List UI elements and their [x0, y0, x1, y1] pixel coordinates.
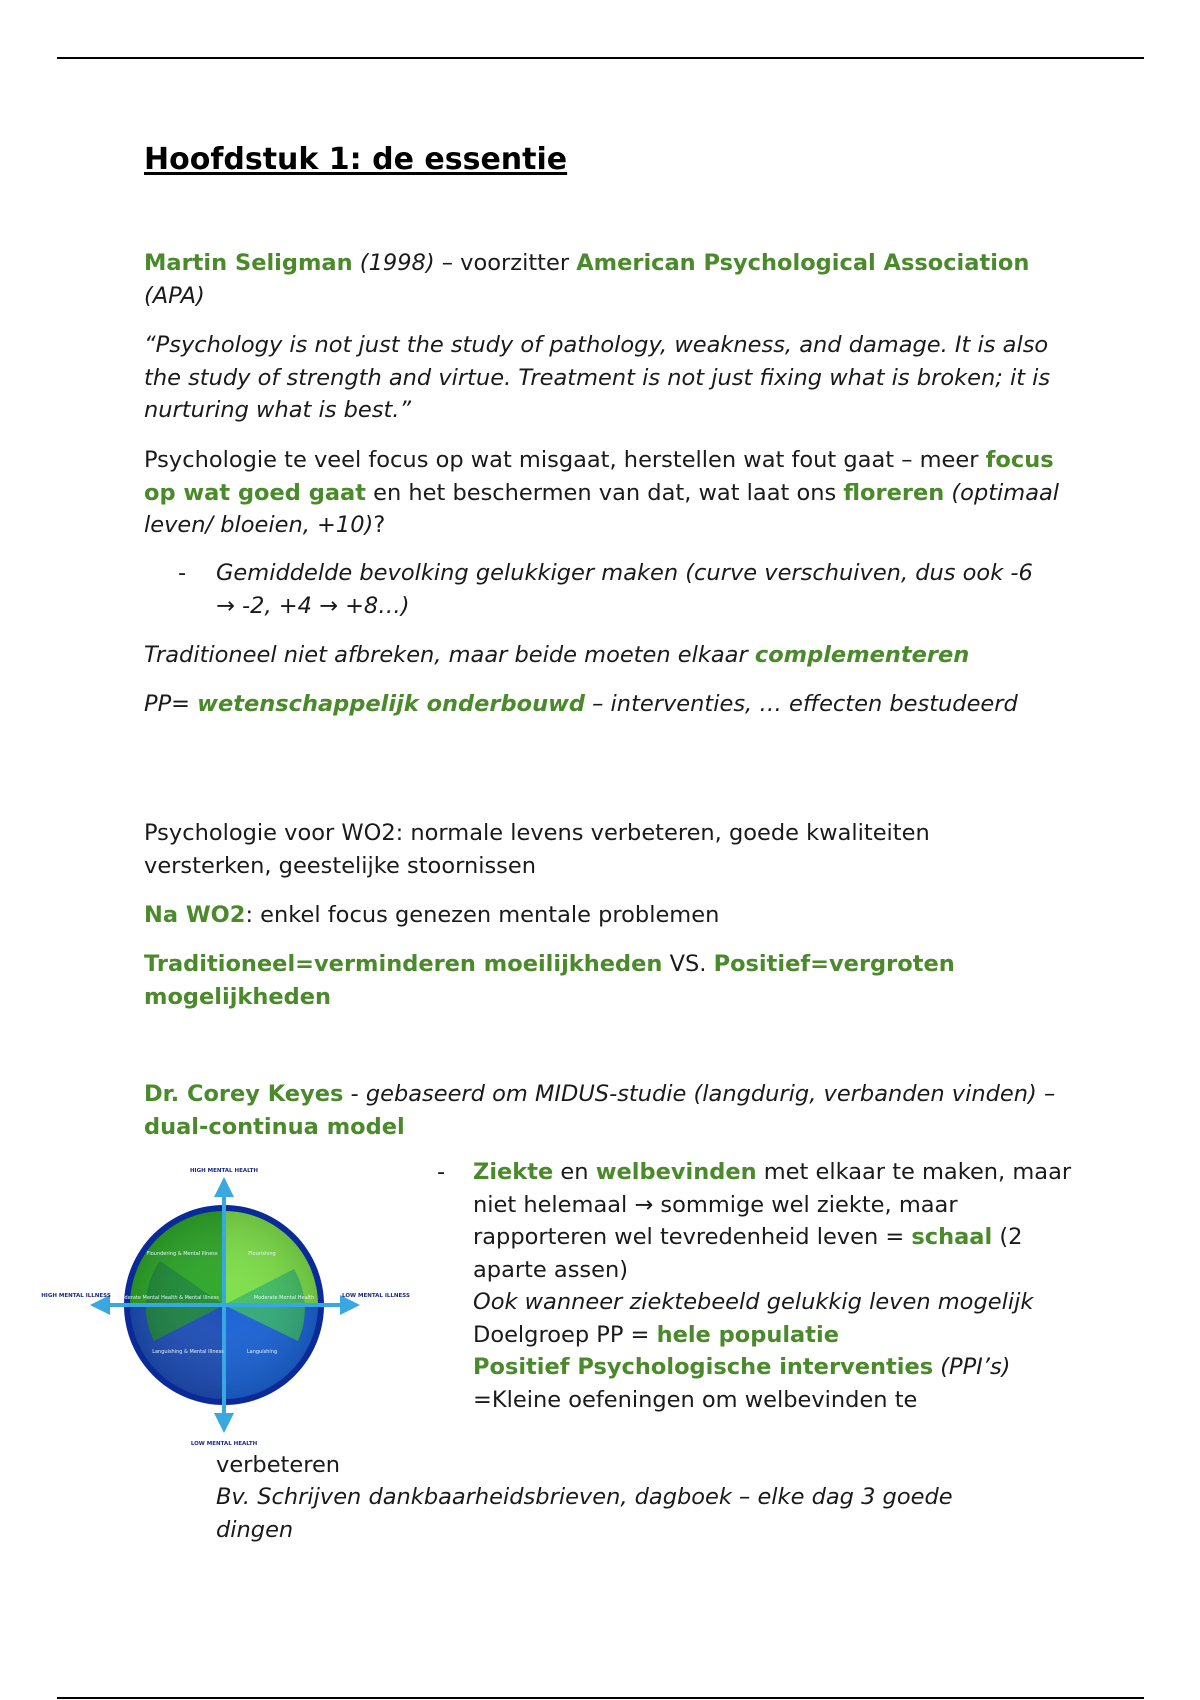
- focus-text-3: ?: [373, 512, 386, 538]
- pp-paragraph: [144, 688, 1024, 721]
- arrow-down-icon: [214, 1413, 234, 1433]
- bullet-doelgroep-line: [473, 1319, 1077, 1352]
- focus-text-2: en het beschermen van dat, wat laat ons: [365, 479, 844, 506]
- seligman-paragraph: [144, 247, 1064, 312]
- keyes-name: Dr. Corey Keyes: [144, 1081, 344, 1107]
- versus-eq1: =: [295, 951, 315, 977]
- quadrant-label-moderate-illness: Moderate Mental Health & Mental Illness: [117, 1295, 219, 1301]
- model-label-top: HIGH MENTAL HEALTH: [189, 1168, 259, 1174]
- versus-g3: Positief: [713, 951, 811, 977]
- bullet-italic-line: Ook wanneer ziektebeeld gelukkig leven mogelijk: [473, 1289, 1034, 1315]
- quadrant-label-moderate: Moderate Mental Health: [253, 1295, 315, 1301]
- ppi-green: Positief Psychologische interventies: [473, 1354, 934, 1380]
- welbevinden-green: welbevinden: [595, 1159, 757, 1185]
- arrow-up-icon: [214, 1177, 234, 1197]
- seligman-abbr: (APA): [144, 282, 205, 309]
- bullet-dash: -: [178, 560, 187, 586]
- seligman-org: American Psychological Association: [576, 250, 1030, 276]
- schaal-green: schaal: [911, 1224, 993, 1250]
- pp-green: wetenschappelijk onderbouwd: [197, 691, 585, 717]
- model-label-bottom: LOW MENTAL HEALTH: [190, 1441, 258, 1447]
- header-rule: [57, 57, 1144, 59]
- pp-text-2: – interventies, … effecten bestudeerd: [585, 691, 1018, 717]
- keyes-green: dual-continua model: [144, 1113, 405, 1140]
- seligman-quote: “Psychology is not just the study of pathology, weakness, and damage. It is also the study of strength and virtue. Treatment is not just fixing what is broken; it is nurturing what is best.”: [144, 332, 1051, 423]
- keyes-text: - gebaseerd om MIDUS-studie (langdurig, verbanden vinden) –: [343, 1081, 1056, 1107]
- pp-text-1: PP=: [144, 691, 198, 717]
- doelgroep-text: Doelgroep PP =: [473, 1321, 657, 1348]
- versus-vs: VS.: [662, 951, 714, 977]
- focus-italic: (optimaal leven/ bloeien, +10): [144, 479, 1060, 538]
- bullet-body: [473, 1156, 1077, 1416]
- wo2-after-green: Na WO2: [144, 902, 246, 928]
- bullet-example: Bv. Schrijven dankbaarheidsbrieven, dagboek – elke dag 3 goede dingen: [216, 1484, 953, 1543]
- seligman-year: (1998): [359, 250, 435, 276]
- wo2-after-paragraph: [144, 899, 1064, 932]
- bullet-text: Gemiddelde bevolking gelukkiger maken (curve verschuiven, dus ook -6 → -2, +4 → +8…): [216, 560, 1033, 619]
- ppi-abbr: (PPI’s): [933, 1354, 1011, 1380]
- quadrant-label-floundering: Floundering & Mental Illness: [146, 1251, 218, 1257]
- seligman-role: – voorzitter: [434, 250, 577, 276]
- seligman-name: Martin Seligman: [144, 250, 353, 276]
- ziekte-green: Ziekte: [473, 1159, 554, 1185]
- focus-green-2: floreren: [843, 479, 945, 506]
- model-axes: [90, 1177, 360, 1433]
- wo2-before-paragraph: Psychologie voor WO2: normale levens verbeteren, goede kwaliteiten versterken, geestelijke stoornissen: [144, 820, 930, 879]
- bullet-oefeningen-line: =Kleine oefeningen om welbevinden te: [473, 1386, 918, 1413]
- versus-eq2: =: [810, 951, 830, 977]
- traditioneel-paragraph: [144, 639, 1064, 672]
- versus-g2: verminderen moeilijkheden: [314, 951, 663, 977]
- ziekte-text-3: (2 aparte assen): [473, 1224, 1023, 1283]
- focus-green-1: focus op wat goed gaat: [144, 447, 1054, 506]
- focus-paragraph: [144, 444, 1064, 542]
- bullet-ppi-line: [473, 1351, 1077, 1384]
- keyes-paragraph: [144, 1078, 1064, 1143]
- versus-paragraph: [144, 948, 1064, 1013]
- traditioneel-text: Traditioneel niet afbreken, maar beide moeten elkaar: [144, 642, 755, 668]
- versus-g4: vergroten mogelijkheden: [144, 951, 955, 1010]
- doelgroep-green: hele populatie: [656, 1321, 839, 1348]
- ziekte-text-1: en: [553, 1159, 596, 1185]
- bullet-line-ziekte: [473, 1156, 1077, 1286]
- quadrant-label-languishing-illness: Languishing & Mental Illness: [152, 1349, 224, 1355]
- footer-rule: [57, 1697, 1144, 1699]
- wo2-after-text: : enkel focus genezen mentale problemen: [245, 902, 720, 928]
- dual-continua-model-figure: [41, 1163, 410, 1447]
- versus-g1: Traditioneel: [144, 951, 296, 977]
- bullet-continuation: verbeteren: [216, 1452, 341, 1478]
- quadrant-label-flourishing: Flourishing: [248, 1251, 276, 1257]
- page-title: Hoofdstuk 1: de essentie: [144, 142, 568, 177]
- ziekte-text-2: met elkaar te maken, maar niet helemaal → sommige wel ziekte, maar rapporteren wel tevredenheid leven =: [473, 1159, 1072, 1250]
- bullet-dash: -: [437, 1159, 446, 1185]
- model-label-left: HIGH MENTAL ILLNESS: [41, 1293, 111, 1299]
- document-page: [144, 138, 1064, 182]
- model-label-right: LOW MENTAL ILLNESS: [342, 1293, 410, 1299]
- focus-text-1: Psychologie te veel focus op wat misgaat, herstellen wat fout gaat – meer: [144, 447, 986, 473]
- quadrant-label-languishing: Languishing: [246, 1349, 278, 1355]
- traditioneel-green: complementeren: [754, 642, 970, 668]
